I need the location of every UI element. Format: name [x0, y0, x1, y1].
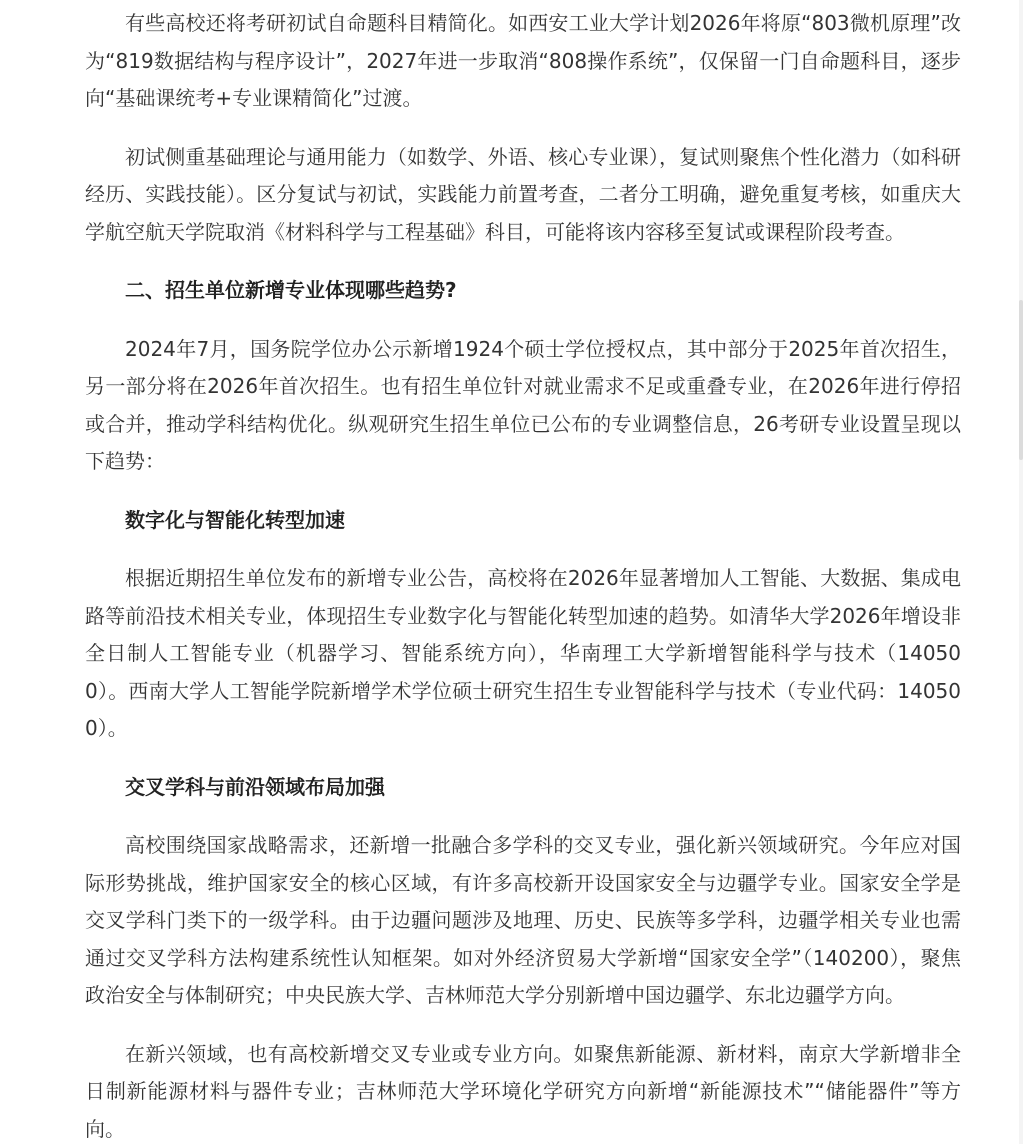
section-heading-new-majors: 二、招生单位新增专业体现哪些趋势? — [85, 272, 961, 310]
paragraph-initial-vs-retest: 初试侧重基础理论与通用能力（如数学、外语、核心专业课），复试则聚焦个性化潜力（如科研经历、实践技能）。区分复试与初试，实践能力前置考查，二者分工明确，避免重复考核，如重庆大学航空航天学院取消《材料科学与工程基础》科目，可能将该内容移至复试或课程阶段考查。 — [85, 139, 961, 252]
paragraph-exam-simplification: 有些高校还将考研初试自命题科目精简化。如西安工业大学计划2026年将原“803微机原理”改为“819数据结构与程序设计”，2027年进一步取消“808操作系统”，仅保留一门自命题科目，逐步向“基础课统考+专业课精简化”过渡。 — [85, 5, 961, 118]
subheading-interdisciplinary: 交叉学科与前沿领域布局加强 — [85, 769, 961, 807]
paragraph-new-degree-points: 2024年7月，国务院学位办公示新增1924个硕士学位授权点，其中部分于2025年首次招生，另一部分将在2026年首次招生。也有招生单位针对就业需求不足或重叠专业，在2026年进行停招或合并，推动学科结构优化。纵观研究生招生单位已公布的专业调整信息，26考研专业设置呈现以下趋势： — [85, 331, 961, 481]
paragraph-ai-majors: 根据近期招生单位发布的新增专业公告，高校将在2026年显著增加人工智能、大数据、集成电路等前沿技术相关专业，体现招生专业数字化与智能化转型加速的趋势。如清华大学2026年增设非全日制人工智能专业（机器学习、智能系统方向），华南理工大学新增智能科学与技术（140500）。西南大学人工智能学院新增学术学位硕士研究生招生专业智能科学与技术（专业代码：140500）。 — [85, 560, 961, 748]
paragraph-national-security: 高校围绕国家战略需求，还新增一批融合多学科的交叉专业，强化新兴领域研究。今年应对国际形势挑战，维护国家安全的核心区域，有许多高校新开设国家安全与边疆学专业。国家安全学是交叉学科门类下的一级学科。由于边疆问题涉及地理、历史、民族等多学科，边疆学相关专业也需通过交叉学科方法构建系统性认知框架。如对外经济贸易大学新增“国家安全学”（140200），聚焦政治安全与体制研究；中央民族大学、吉林师范大学分别新增中国边疆学、东北边疆学方向。 — [85, 827, 961, 1015]
page-scrollbar[interactable] — [1019, 0, 1023, 1144]
subheading-digital-intelligent: 数字化与智能化转型加速 — [85, 502, 961, 540]
article-body — [85, 0, 961, 1148]
scrollbar-thumb[interactable] — [1019, 300, 1023, 460]
paragraph-new-energy: 在新兴领域，也有高校新增交叉专业或专业方向。如聚焦新能源、新材料，南京大学新增非全日制新能源材料与器件专业；吉林师范大学环境化学研究方向新增“新能源技术”“储能器件”等方向。 — [85, 1036, 961, 1148]
